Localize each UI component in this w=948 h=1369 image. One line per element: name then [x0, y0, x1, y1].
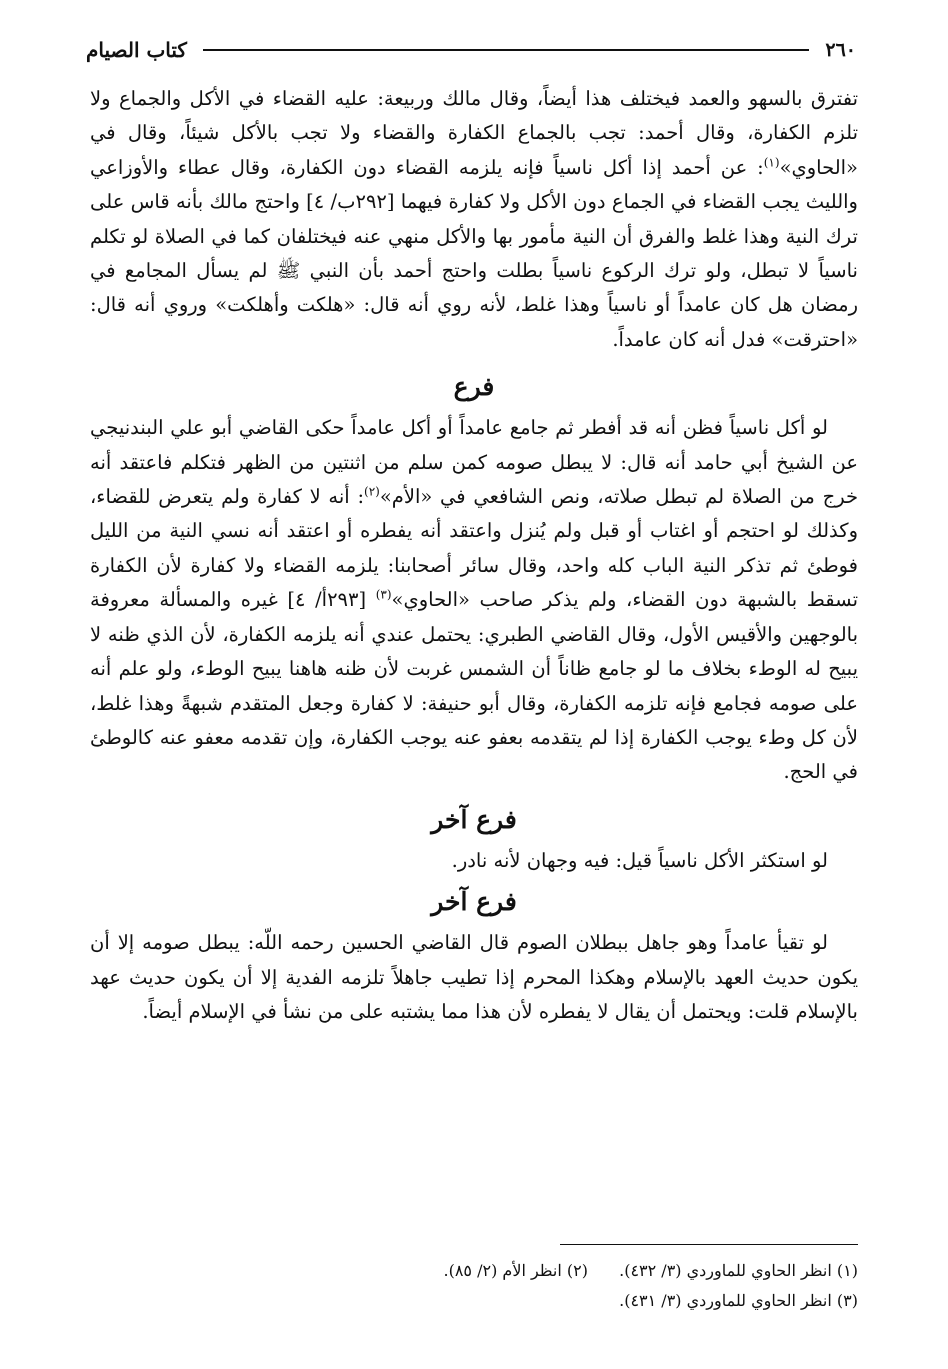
paragraph-1-text-a: تفترق بالسهو والعمد فيختلف هذا أيضاً، وقال مالك وربيعة: عليه القضاء في الأكل والجماع ولا تلزم الكفارة، وقال أحمد: تجب بالجماع الكفارة والقضاء ولا تجب بالأكل شيئاً، وقال في «الحاوي»: [90, 87, 858, 179]
paragraph-2-text-a: لو أكل ناسياً فظن أنه قد أفطر ثم جامع عامداً أو أكل عامداً حكى القاضي أبو علي البندنيجي عن الشيخ أبي حامد أنه قال: لا يبطل صومه كمن سلم من اثنتين من الظهر فتكلم فاعتقد أنه خرج من الصلاة لم تبطل صلاته، ونص الشافعي في «الأم»: [90, 416, 859, 509]
paragraph-2-text-b: : أنه لا كفارة ولم يتعرض للقضاء، وكذلك لو احتجم أو اغتاب أو قبل ولم يُنزل واعتقد أنه يفطره أو اعتقد أنه نسي النية من الليل فوطئ ثم تذكر النية الباب كله واحد، وقال سائر أصحابنا: يلزمه القضاء ولا كفارة لأن الكفارة تسقط بالشبهة دون القضاء، ولم يذكر صاحب «الحاوي»: [90, 485, 858, 612]
footnote-3: (٣) انظر الحاوي للماوردي (٣/ ٤٣١).: [619, 1291, 858, 1310]
section-heading-far-akhar-2: فرع آخر: [431, 887, 517, 917]
paragraph-2-text-c: [٢٩٣أ/ ٤] غيره والمسألة معروفة بالوجهين والأقيس الأول، وقال القاضي الطبري: يحتمل عندي أنه يلزمه الكفارة، لأن الذي ظنه لا يبيح له الوطء بخلاف ما لو جامع ظاناً أن الشمس غربت لأن ظنه هاهنا يبيح الوطء، ولو علم أنه على صومه فجامع فإنه تلزمه الكفارة، وقال أبو حنيفة: لا كفارة وجعل المتقدم شبهةً وهذا غلط، لأن كل وطء يوجب الكفارة إذا لم يتقدمه بعفو عنه يوجب الكفارة، وإن تقدمه معفو عنه كالوطئ في الحج.: [90, 588, 858, 784]
paragraph-2: [90, 411, 858, 789]
footnote-separator: [560, 1244, 858, 1245]
main-text: [90, 82, 858, 1029]
footnote-row-2: [250, 1286, 858, 1316]
footnote-2: (٢) انظر الأم (٢/ ٨٥).: [443, 1261, 588, 1280]
section-heading-far-akhar-1: فرع آخر: [431, 804, 517, 834]
section-heading-far: فرع: [453, 372, 495, 402]
paragraph-1: [90, 82, 858, 357]
paragraph-1-text-b: : عن أحمد إذا أكل ناسياً فإنه يلزمه القضاء دون الكفارة، وقال عطاء والأوزاعي والليث يجب القضاء في الجماع دون الأكل ولا كفارة فيهما [٢٩٢ب/ ٤] واحتج مالك بأنه قاس على ترك النية وهذا غلط والفرق أن النية مأمور بها والأكل منهي عنه فيختلفان كما في الصلاة لو تكلم ناسياً لا تبطل، ولو ترك الركوع ناسياً بطلت واحتج أحمد بأن النبي ﷺ لم يسأل المجامع في رمضان هل كان عامداً أو ناسياً وهذا غلط، لأنه روي أنه قال: «هلكت وأهلكت» وروي أنه قال: «احترقت» فدل أنه كان عامداً.: [90, 155, 858, 351]
paragraph-3: لو استكثر الأكل ناسياً قيل: فيه وجهان لأنه نادر.: [451, 848, 828, 872]
footnotes: [250, 1256, 858, 1316]
paragraph-4: لو تقيأ عامداً وهو جاهل ببطلان الصوم قال القاضي الحسين رحمه اللّه: يبطل صومه إلا أن يكون حديث العهد بالإسلام وهكذا المحرم إذا تطيب جاهلاً تلزمه الفدية إلا أن يكون حديث عهد بالإسلام قلت: ويحتمل أن يقال لا يفطره لأن هذا مما يشتبه على من نشأ في الإسلام أيضاً.: [90, 931, 858, 1023]
footnote-1: (١) انظر الحاوي للماوردي (٣/ ٤٣٢).: [619, 1261, 858, 1280]
book-title: كتاب الصيام: [86, 38, 187, 62]
footnote-ref-1: (١): [763, 155, 780, 170]
footnote-row-1: [250, 1256, 858, 1286]
footnote-ref-2: (٢): [364, 484, 380, 499]
page-number: ٢٦٠: [825, 39, 856, 61]
running-header: [86, 32, 856, 68]
header-rule: [203, 49, 809, 51]
footnote-ref-3: (٣): [375, 587, 392, 602]
